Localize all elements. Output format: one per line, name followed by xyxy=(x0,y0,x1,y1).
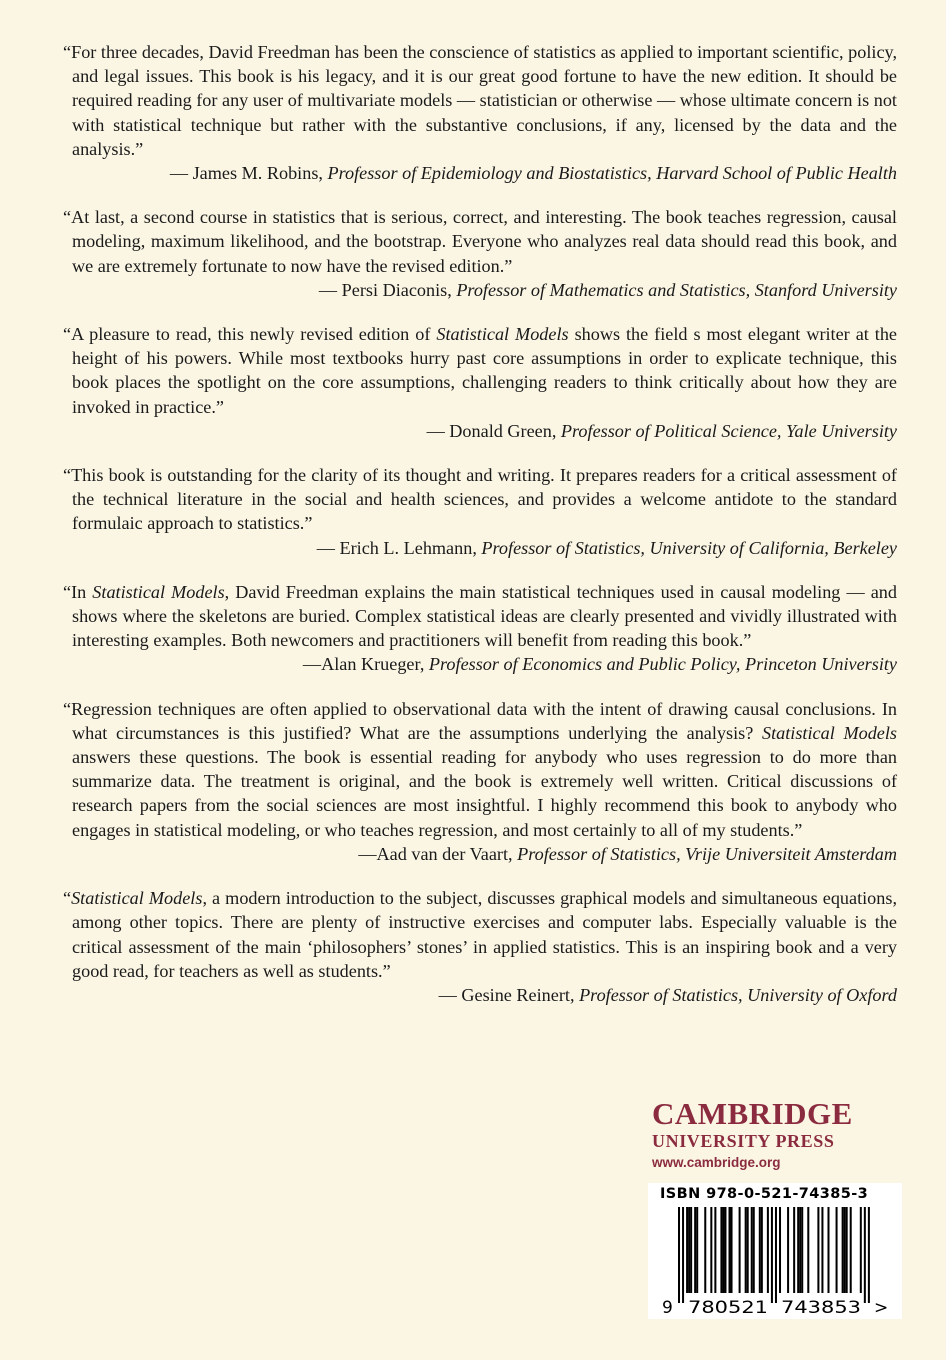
blurb-text xyxy=(63,697,897,842)
blurb-text-start: “In xyxy=(63,581,93,602)
blurb-text xyxy=(63,322,897,419)
barcode-bar xyxy=(751,1207,753,1293)
endorser-name: — James M. Robins, xyxy=(169,163,323,184)
barcode-bar xyxy=(761,1207,763,1293)
barcode-bar xyxy=(731,1207,733,1293)
blurb-green xyxy=(63,322,897,443)
book-title-italic: Statistical Models xyxy=(762,722,897,743)
endorser-name: —Alan Krueger, xyxy=(302,654,425,675)
blurb-robins xyxy=(63,40,897,185)
barcode-bar xyxy=(720,1207,722,1293)
barcode-bar xyxy=(759,1207,761,1293)
barcode-bar xyxy=(836,1207,838,1293)
endorser-title: Professor of Statistics, Vrije Universiteit Amsterdam xyxy=(517,843,897,864)
book-title-italic: Statistical Models xyxy=(436,324,569,345)
barcode-bar xyxy=(696,1207,698,1293)
barcode-bar xyxy=(779,1207,781,1293)
barcode-bar xyxy=(724,1207,726,1293)
blurb-text-rest: , David Freedman explains the main statistical techniques used in causal modeling — and shows where the skeletons are buried. Complex statistical ideas are clearly presented and vividly illustrated with interesting examples. Both newcomers and practitioners will benefit from reading this book.” xyxy=(72,581,897,651)
barcode-bar xyxy=(797,1207,799,1293)
barcode-end-mark: > xyxy=(874,1298,889,1318)
barcode-bar xyxy=(710,1207,712,1293)
blurb-text-start: “ xyxy=(63,888,72,909)
barcode-bar xyxy=(793,1207,795,1293)
barcode-bar xyxy=(846,1207,848,1293)
endorser-name: — Erich L. Lehmann, xyxy=(316,537,477,558)
barcode-graphic xyxy=(648,1183,902,1319)
barcode-bar xyxy=(827,1207,829,1293)
blurb-attribution xyxy=(63,652,897,676)
barcode-bar xyxy=(842,1207,844,1293)
blurb-attribution xyxy=(63,419,897,443)
endorser-title: Professor of Epidemiology and Biostatistics, Harvard School of Public Health xyxy=(327,163,897,184)
blurb-text xyxy=(63,886,897,983)
barcode-bar xyxy=(868,1207,870,1303)
barcode-bar xyxy=(722,1207,724,1293)
blurb-text-rest: answers these questions. The book is essential reading for anybody who uses regression to do more than summarize data. The treatment is original, and the book is extremely well written. Critical discussions of research papers from the social sciences are most insightful. I highly recommend this book to anybody who engages in statistical modeling, or who teaches regression, and most certainly to all of my students.” xyxy=(72,747,897,840)
barcode-right-digits: 743853 xyxy=(781,1298,861,1318)
blurb-attribution xyxy=(63,842,897,866)
book-title-italic: Statistical Models xyxy=(71,888,203,909)
endorser-title: Professor of Mathematics and Statistics, Stanford University xyxy=(456,279,897,300)
blurb-text: “This book is outstanding for the clarity of its thought and writing. It prepares readers for a critical assessment of the technical literature in the social and health sciences, and provides a welcome antidote to the standard formulaic approach to statistics.” xyxy=(63,465,897,534)
barcode-bar xyxy=(682,1207,684,1303)
barcode-bar xyxy=(747,1207,749,1293)
endorsements xyxy=(63,40,897,1027)
blurb-text: “For three decades, David Freedman has been the conscience of statistics as applied to important scientific, policy, and legal issues. This book is his legacy, and it is our great good fortune to have the new edition. It should be required reading for any user of multivariate models — statistician or otherwise — whose ultimate concern is not with statistical technique but rather with the substantive conclusions, if any, licensed by the data and the analysis.” xyxy=(63,42,897,159)
publisher-url: www.cambridge.org xyxy=(652,1155,781,1170)
barcode-bar xyxy=(767,1207,769,1293)
endorser-name: — Gesine Reinert, xyxy=(438,984,575,1005)
publisher-logo xyxy=(652,1098,902,1174)
publisher-subtitle: UNIVERSITY PRESS xyxy=(652,1131,835,1151)
blurb-diaconis xyxy=(63,205,897,302)
barcode-bar xyxy=(817,1207,819,1293)
barcode-bar xyxy=(688,1207,690,1293)
barcode-bar xyxy=(686,1207,688,1293)
endorser-name: — Donald Green, xyxy=(426,420,557,441)
blurb-krueger xyxy=(63,580,897,677)
blurb-text-start: “Regression techniques are often applied to observational data with the intent of drawing causal conclusions. In what circumstances is this justified? What are the assumptions underlying the analysis? xyxy=(63,698,897,743)
blurb-attribution xyxy=(63,983,897,1007)
barcode-bar xyxy=(714,1207,716,1293)
barcode-bar xyxy=(729,1207,731,1293)
blurb-van-der-vaart xyxy=(63,697,897,866)
blurb-text: “At last, a second course in statistics that is serious, correct, and interesting. The book teaches regression, causal modeling, maximum likelihood, and the bootstrap. Everyone who analyzes real data should read this book, and we are extremely fortunate to now have the revised edition.” xyxy=(63,207,897,276)
barcode-bar xyxy=(799,1207,801,1293)
barcode-bar xyxy=(678,1207,680,1303)
endorser-title: Professor of Political Science, Yale University xyxy=(560,420,897,441)
publisher-name: CAMBRIDGE xyxy=(652,1096,853,1131)
barcode-bar xyxy=(787,1207,789,1293)
blurb-text xyxy=(63,580,897,653)
barcode-bar xyxy=(821,1207,823,1293)
barcode-bar xyxy=(753,1207,755,1293)
endorser-title: Professor of Economics and Public Policy, Princeton University xyxy=(428,654,897,675)
barcode-bar xyxy=(844,1207,846,1293)
barcode-bar xyxy=(860,1207,862,1293)
barcode-bar xyxy=(704,1207,706,1293)
endorser-title: Professor of Statistics, University of California, Berkeley xyxy=(481,537,897,558)
barcode-bar xyxy=(745,1207,747,1293)
blurb-reinert xyxy=(63,886,897,1007)
barcode-bar xyxy=(801,1207,803,1293)
barcode-bar xyxy=(850,1207,852,1293)
barcode-bar xyxy=(864,1207,866,1303)
isbn-label: ISBN 978-0-521-74385-3 xyxy=(660,1186,869,1202)
blurb-text-start: “A pleasure to read, this newly revised edition of xyxy=(63,324,437,345)
endorser-name: —Aad van der Vaart, xyxy=(358,843,513,864)
endorser-name: — Persi Diaconis, xyxy=(318,279,452,300)
barcode-lead-digit: 9 xyxy=(662,1298,673,1318)
barcode-left-digits: 780521 xyxy=(688,1298,768,1318)
blurb-attribution xyxy=(63,161,897,185)
blurb-lehmann xyxy=(63,463,897,560)
barcode-bar xyxy=(775,1207,777,1303)
barcode-bar xyxy=(739,1207,741,1293)
blurb-text-rest: shows the field s most elegant writer at the height of his powers. While most textbooks hurry past core assumptions in order to explicate technique, this book places the spotlight on the core assumptions, challenging readers to think critically about how they are invoked in practice.” xyxy=(72,324,898,417)
barcode-bar xyxy=(771,1207,773,1303)
book-title-italic: Statistical Models xyxy=(92,581,225,602)
barcode-bars xyxy=(678,1207,870,1303)
isbn-barcode xyxy=(648,1183,902,1319)
endorser-title: Professor of Statistics, University of Oxford xyxy=(579,984,897,1005)
blurb-attribution xyxy=(63,536,897,560)
barcode-bar xyxy=(694,1207,696,1293)
barcode-bar xyxy=(690,1207,692,1293)
barcode-bar xyxy=(807,1207,809,1293)
blurb-attribution xyxy=(63,278,897,302)
blurb-text-rest: , a modern introduction to the subject, discusses graphical models and simultaneous equations, among other topics. There are plenty of instructive exercises and computer labs. Especially valuable is the critical assessment of the main ‘philosophers’ stones’ in applied statistics. This is an inspiring book and a very good read, for teachers as well as students.” xyxy=(72,888,897,981)
